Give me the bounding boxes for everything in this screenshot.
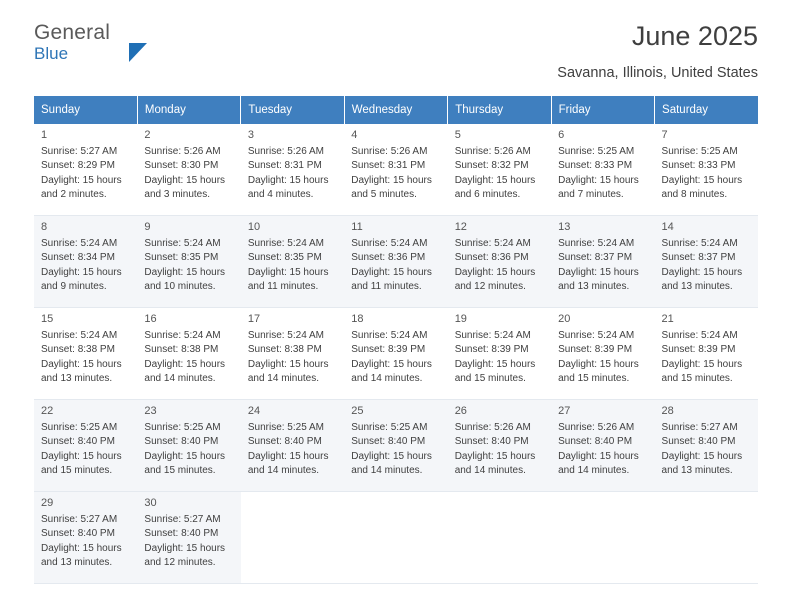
daylight-text-line2: and 12 minutes. xyxy=(144,556,216,568)
daylight-text-line2: and 3 minutes. xyxy=(144,188,211,200)
day-cell[interactable] xyxy=(34,400,137,492)
day-cell[interactable] xyxy=(551,308,654,400)
daylight-text-line2: and 15 minutes. xyxy=(558,372,630,384)
sunset-text: Sunset: 8:40 PM xyxy=(144,436,219,448)
sunrise-text: Sunrise: 5:24 AM xyxy=(454,238,531,250)
daylight-text-line2: and 4 minutes. xyxy=(247,188,314,200)
location-subtitle: Savanna, Illinois, United States xyxy=(557,65,758,81)
day-cell[interactable] xyxy=(655,124,758,216)
sunset-text: Sunset: 8:38 PM xyxy=(247,344,322,356)
daylight-text-line1: Daylight: 15 hours xyxy=(247,266,329,278)
day-number: 13 xyxy=(558,221,571,233)
sunrise-text: Sunrise: 5:24 AM xyxy=(351,330,428,342)
daylight-text-line1: Daylight: 15 hours xyxy=(41,174,122,186)
sunrise-text: Sunrise: 5:25 AM xyxy=(41,422,118,434)
daylight-text-line1: Daylight: 15 hours xyxy=(558,450,639,462)
sunrise-text: Sunrise: 5:24 AM xyxy=(144,330,221,342)
day-number: 18 xyxy=(351,313,364,325)
sunrise-text: Sunrise: 5:24 AM xyxy=(661,330,738,342)
sunrise-text: Sunrise: 5:24 AM xyxy=(454,330,531,342)
daylight-text-line1: Daylight: 15 hours xyxy=(144,450,226,462)
daylight-text-line1: Daylight: 15 hours xyxy=(558,174,639,186)
daylight-text-line2: and 14 minutes. xyxy=(454,464,526,476)
day-number: 9 xyxy=(144,221,151,233)
sunrise-text: Sunrise: 5:26 AM xyxy=(247,146,324,158)
daylight-text-line1: Daylight: 15 hours xyxy=(247,174,329,186)
daylight-text-line1: Daylight: 15 hours xyxy=(661,450,743,462)
day-number: 29 xyxy=(41,497,54,509)
day-cell[interactable] xyxy=(344,400,447,492)
day-cell-empty xyxy=(551,492,654,584)
sunset-text: Sunset: 8:34 PM xyxy=(41,252,115,264)
sunset-text: Sunset: 8:38 PM xyxy=(41,344,115,356)
sunset-text: Sunset: 8:40 PM xyxy=(558,436,633,448)
table-row xyxy=(34,492,758,584)
day-number: 20 xyxy=(558,313,571,325)
sunset-text: Sunset: 8:31 PM xyxy=(351,160,426,172)
sunrise-text: Sunrise: 5:26 AM xyxy=(454,146,531,158)
page-title: June 2025 xyxy=(631,21,758,51)
logo[interactable] xyxy=(34,22,214,63)
sunrise-text: Sunrise: 5:24 AM xyxy=(247,330,324,342)
day-number: 4 xyxy=(351,129,358,141)
sunrise-text: Sunrise: 5:25 AM xyxy=(661,146,738,158)
day-number: 5 xyxy=(454,129,461,141)
sunset-text: Sunset: 8:35 PM xyxy=(247,252,322,264)
sunrise-text: Sunrise: 5:26 AM xyxy=(558,422,635,434)
day-cell[interactable] xyxy=(137,216,240,308)
sunrise-text: Sunrise: 5:24 AM xyxy=(41,238,118,250)
sun-times-calendar xyxy=(34,96,758,584)
day-cell-empty xyxy=(241,492,344,584)
daylight-text-line2: and 15 minutes. xyxy=(144,464,216,476)
sunset-text: Sunset: 8:39 PM xyxy=(661,344,736,356)
weekday-header-row xyxy=(34,96,758,124)
day-cell[interactable] xyxy=(655,216,758,308)
sunset-text: Sunset: 8:33 PM xyxy=(661,160,736,172)
day-cell[interactable] xyxy=(448,400,551,492)
day-cell[interactable] xyxy=(344,124,447,216)
table-row xyxy=(34,216,758,308)
sunrise-text: Sunrise: 5:26 AM xyxy=(351,146,428,158)
weekday-header-saturday: Saturday xyxy=(655,96,758,124)
daylight-text-line1: Daylight: 15 hours xyxy=(454,266,536,278)
sunrise-text: Sunrise: 5:24 AM xyxy=(661,238,738,250)
sunrise-text: Sunrise: 5:24 AM xyxy=(558,238,635,250)
daylight-text-line1: Daylight: 15 hours xyxy=(351,266,432,278)
daylight-text-line2: and 11 minutes. xyxy=(247,280,319,292)
day-cell[interactable] xyxy=(448,124,551,216)
day-number: 30 xyxy=(144,497,157,509)
daylight-text-line2: and 14 minutes. xyxy=(144,372,216,384)
day-number: 28 xyxy=(661,405,674,417)
sunset-text: Sunset: 8:40 PM xyxy=(351,436,426,448)
daylight-text-line2: and 13 minutes. xyxy=(661,280,733,292)
sunset-text: Sunset: 8:39 PM xyxy=(351,344,426,356)
day-number: 27 xyxy=(558,405,571,417)
daylight-text-line2: and 2 minutes. xyxy=(41,188,107,200)
day-cell[interactable] xyxy=(448,216,551,308)
day-number: 15 xyxy=(41,313,54,325)
daylight-text-line2: and 7 minutes. xyxy=(558,188,624,200)
daylight-text-line2: and 15 minutes. xyxy=(454,372,526,384)
day-number: 12 xyxy=(454,221,467,233)
sunrise-text: Sunrise: 5:26 AM xyxy=(144,146,221,158)
day-number: 16 xyxy=(144,313,157,325)
day-number: 7 xyxy=(661,129,668,141)
daylight-text-line2: and 12 minutes. xyxy=(454,280,526,292)
weekday-header-sunday: Sunday xyxy=(34,96,137,124)
daylight-text-line1: Daylight: 15 hours xyxy=(144,542,226,554)
day-number: 25 xyxy=(351,405,364,417)
day-number: 22 xyxy=(41,405,54,417)
day-cell[interactable] xyxy=(448,308,551,400)
daylight-text-line1: Daylight: 15 hours xyxy=(41,358,122,370)
day-cell[interactable] xyxy=(241,124,344,216)
sunset-text: Sunset: 8:40 PM xyxy=(144,528,219,540)
sunset-text: Sunset: 8:30 PM xyxy=(144,160,219,172)
sunset-text: Sunset: 8:32 PM xyxy=(454,160,529,172)
day-number: 21 xyxy=(661,313,674,325)
day-number: 24 xyxy=(247,405,261,417)
day-number: 14 xyxy=(661,221,674,233)
table-row xyxy=(34,124,758,216)
daylight-text-line1: Daylight: 15 hours xyxy=(41,266,122,278)
daylight-text-line1: Daylight: 15 hours xyxy=(454,358,536,370)
daylight-text-line1: Daylight: 15 hours xyxy=(454,450,536,462)
sunrise-text: Sunrise: 5:24 AM xyxy=(144,238,221,250)
daylight-text-line1: Daylight: 15 hours xyxy=(351,358,432,370)
sunset-text: Sunset: 8:39 PM xyxy=(454,344,529,356)
sunrise-text: Sunrise: 5:24 AM xyxy=(351,238,428,250)
day-number: 26 xyxy=(454,405,467,417)
day-cell[interactable] xyxy=(241,216,344,308)
sunrise-text: Sunrise: 5:27 AM xyxy=(41,146,118,158)
daylight-text-line2: and 13 minutes. xyxy=(41,556,113,568)
sunset-text: Sunset: 8:31 PM xyxy=(247,160,322,172)
sunrise-text: Sunrise: 5:25 AM xyxy=(351,422,428,434)
day-cell[interactable] xyxy=(137,308,240,400)
day-cell[interactable] xyxy=(344,308,447,400)
daylight-text-line2: and 14 minutes. xyxy=(247,372,320,384)
daylight-text-line2: and 13 minutes. xyxy=(41,372,113,384)
day-number: 17 xyxy=(247,313,261,325)
daylight-text-line2: and 10 minutes. xyxy=(144,280,216,292)
daylight-text-line1: Daylight: 15 hours xyxy=(661,266,743,278)
daylight-text-line1: Daylight: 15 hours xyxy=(144,174,226,186)
daylight-text-line1: Daylight: 15 hours xyxy=(558,266,639,278)
weekday-header-tuesday: Tuesday xyxy=(241,96,344,124)
daylight-text-line2: and 5 minutes. xyxy=(351,188,417,200)
daylight-text-line2: and 15 minutes. xyxy=(661,372,733,384)
daylight-text-line2: and 11 minutes. xyxy=(351,280,422,292)
sunset-text: Sunset: 8:37 PM xyxy=(558,252,633,264)
weekday-header-wednesday: Wednesday xyxy=(344,96,447,124)
daylight-text-line1: Daylight: 15 hours xyxy=(41,450,122,462)
daylight-text-line1: Daylight: 15 hours xyxy=(351,174,432,186)
logo-primary-text: General xyxy=(34,21,111,44)
sunset-text: Sunset: 8:40 PM xyxy=(41,436,115,448)
daylight-text-line1: Daylight: 15 hours xyxy=(247,450,329,462)
day-cell[interactable] xyxy=(137,400,240,492)
day-cell[interactable] xyxy=(344,216,447,308)
sunset-text: Sunset: 8:29 PM xyxy=(41,160,115,172)
day-number: 2 xyxy=(144,129,151,141)
day-cell-empty xyxy=(344,492,447,584)
weekday-header-monday: Monday xyxy=(137,96,240,124)
daylight-text-line1: Daylight: 15 hours xyxy=(454,174,536,186)
daylight-text-line1: Daylight: 15 hours xyxy=(661,174,743,186)
sunset-text: Sunset: 8:36 PM xyxy=(351,252,426,264)
sunrise-text: Sunrise: 5:25 AM xyxy=(558,146,635,158)
sunrise-text: Sunrise: 5:25 AM xyxy=(247,422,324,434)
sunset-text: Sunset: 8:36 PM xyxy=(454,252,529,264)
day-cell[interactable] xyxy=(34,216,137,308)
flag-icon xyxy=(129,43,147,62)
day-cell[interactable] xyxy=(137,492,240,584)
sunrise-text: Sunrise: 5:24 AM xyxy=(247,238,324,250)
sunset-text: Sunset: 8:33 PM xyxy=(558,160,633,172)
daylight-text-line2: and 14 minutes. xyxy=(247,464,320,476)
day-number: 11 xyxy=(351,221,363,233)
sunset-text: Sunset: 8:38 PM xyxy=(144,344,219,356)
daylight-text-line2: and 14 minutes. xyxy=(558,464,630,476)
day-number: 1 xyxy=(41,129,48,141)
table-row xyxy=(34,308,758,400)
daylight-text-line2: and 13 minutes. xyxy=(661,464,733,476)
daylight-text-line2: and 15 minutes. xyxy=(41,464,113,476)
sunset-text: Sunset: 8:40 PM xyxy=(661,436,736,448)
daylight-text-line1: Daylight: 15 hours xyxy=(661,358,743,370)
daylight-text-line2: and 14 minutes. xyxy=(351,372,423,384)
day-cell[interactable] xyxy=(655,308,758,400)
daylight-text-line1: Daylight: 15 hours xyxy=(247,358,329,370)
logo-secondary-text: Blue xyxy=(34,44,69,63)
day-cell[interactable] xyxy=(34,308,137,400)
day-number: 3 xyxy=(247,129,254,141)
table-row xyxy=(34,400,758,492)
weekday-header-thursday: Thursday xyxy=(448,96,551,124)
sunset-text: Sunset: 8:35 PM xyxy=(144,252,219,264)
title-block xyxy=(557,20,758,82)
daylight-text-line2: and 9 minutes. xyxy=(41,280,107,292)
sunset-text: Sunset: 8:37 PM xyxy=(661,252,736,264)
sunset-text: Sunset: 8:40 PM xyxy=(454,436,529,448)
daylight-text-line1: Daylight: 15 hours xyxy=(144,266,226,278)
day-cell[interactable] xyxy=(551,216,654,308)
sunrise-text: Sunrise: 5:24 AM xyxy=(41,330,118,342)
sunrise-text: Sunrise: 5:27 AM xyxy=(144,514,221,526)
daylight-text-line2: and 13 minutes. xyxy=(558,280,630,292)
daylight-text-line2: and 6 minutes. xyxy=(454,188,521,200)
daylight-text-line1: Daylight: 15 hours xyxy=(144,358,226,370)
sunrise-text: Sunrise: 5:27 AM xyxy=(661,422,738,434)
day-number: 6 xyxy=(558,129,565,141)
day-cell[interactable] xyxy=(34,124,137,216)
day-cell-empty xyxy=(655,492,758,584)
page-header xyxy=(34,0,758,96)
sunset-text: Sunset: 8:40 PM xyxy=(247,436,322,448)
day-cell[interactable] xyxy=(241,400,344,492)
day-cell[interactable] xyxy=(655,400,758,492)
day-cell-empty xyxy=(448,492,551,584)
day-number: 23 xyxy=(144,405,157,417)
day-number: 19 xyxy=(454,313,467,325)
sunrise-text: Sunrise: 5:26 AM xyxy=(454,422,531,434)
sunrise-text: Sunrise: 5:24 AM xyxy=(558,330,635,342)
daylight-text-line1: Daylight: 15 hours xyxy=(41,542,122,554)
sunset-text: Sunset: 8:39 PM xyxy=(558,344,633,356)
day-number: 10 xyxy=(247,221,261,233)
sunset-text: Sunset: 8:40 PM xyxy=(41,528,115,540)
day-cell[interactable] xyxy=(34,492,137,584)
sunrise-text: Sunrise: 5:27 AM xyxy=(41,514,118,526)
day-cell[interactable] xyxy=(137,124,240,216)
day-cell[interactable] xyxy=(551,124,654,216)
daylight-text-line1: Daylight: 15 hours xyxy=(351,450,432,462)
sunrise-text: Sunrise: 5:25 AM xyxy=(144,422,221,434)
day-cell[interactable] xyxy=(241,308,344,400)
day-cell[interactable] xyxy=(551,400,654,492)
daylight-text-line2: and 14 minutes. xyxy=(351,464,423,476)
daylight-text-line2: and 8 minutes. xyxy=(661,188,728,200)
day-number: 8 xyxy=(41,221,48,233)
daylight-text-line1: Daylight: 15 hours xyxy=(558,358,639,370)
weekday-header-friday: Friday xyxy=(551,96,654,124)
